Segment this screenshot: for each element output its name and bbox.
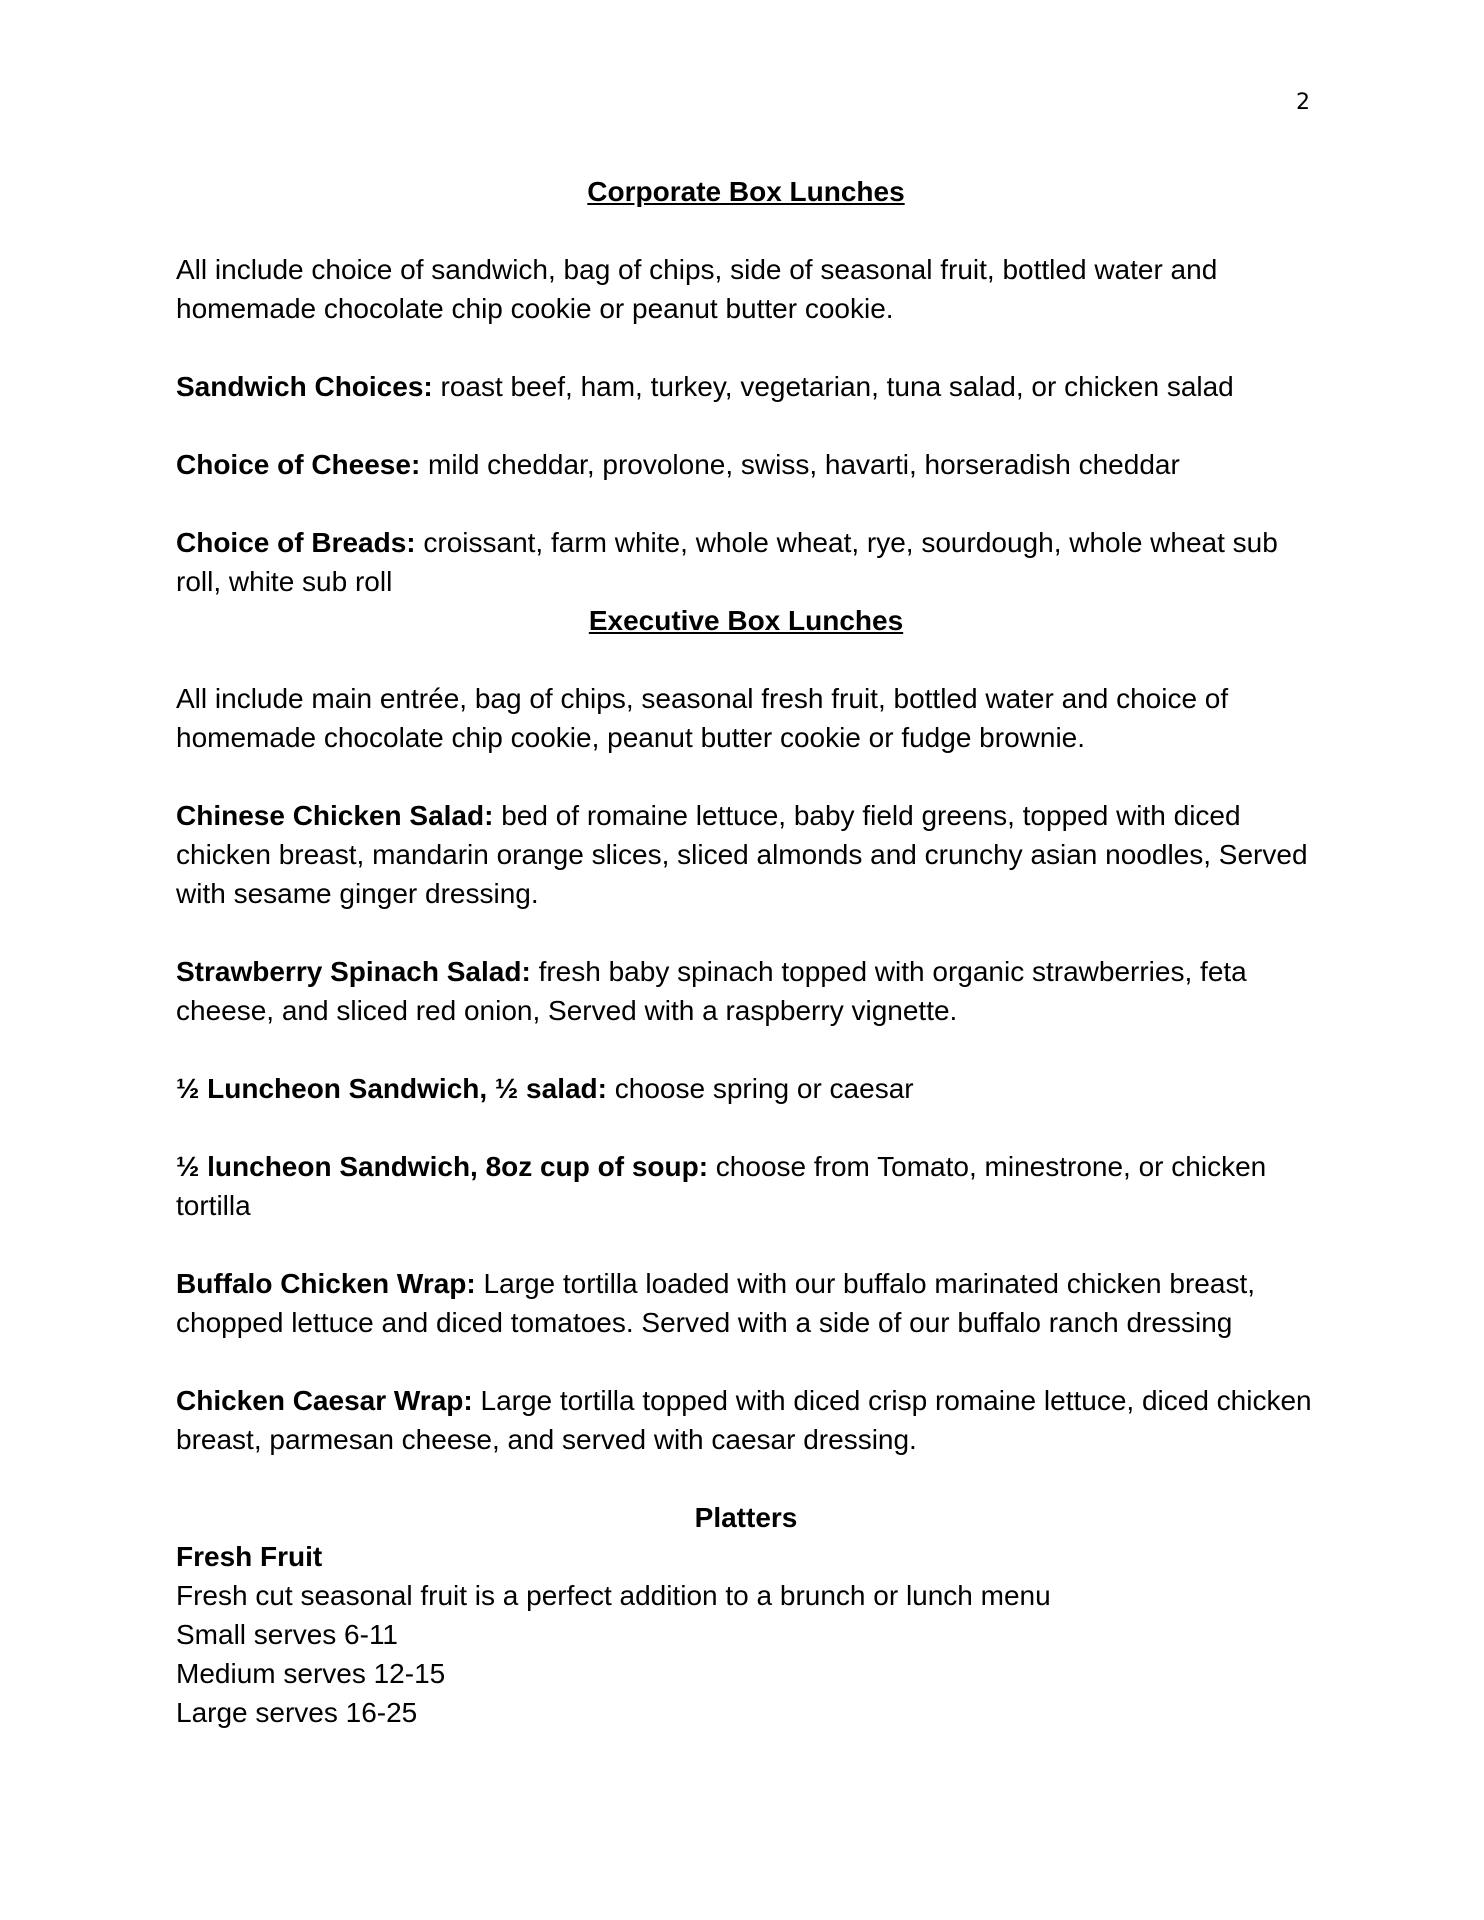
bread-choices-label: Choice of Breads: [176,527,416,558]
buffalo-chicken-wrap-text: Large tortilla loaded with our buffalo marinated chicken breast, chopped lettuce and diced tomatoes. Served with a side of our buffalo ranch dressing [176,1268,1256,1338]
platter-size-small: Small serves 6-11 [176,1619,399,1650]
chinese-chicken-salad-text: bed of romaine lettuce, baby field greens, topped with diced chicken breast, mandarin orange slices, sliced almonds and crunchy asian noodles, Served with sesame ginger dressing. [176,800,1308,909]
half-sandwich-soup [176,1147,1316,1225]
cheese-choices-text: mild cheddar, provolone, swiss, havarti, horseradish cheddar [420,449,1180,480]
half-sandwich-soup-text: choose from Tomato, minestrone, or chicken tortilla [176,1151,1267,1221]
chicken-caesar-wrap-text: Large tortilla topped with diced crisp romaine lettuce, diced chicken breast, parmesan cheese, and served with caesar dressing. [176,1385,1312,1455]
half-sandwich-salad-text: choose spring or caesar [606,1073,914,1104]
platters-heading: Platters [694,1502,798,1533]
buffalo-chicken-wrap-label: Buffalo Chicken Wrap: [176,1268,476,1299]
bread-choices [176,523,1316,601]
cheese-choices [176,445,1316,484]
page-number: 2 [1296,90,1310,115]
chinese-chicken-salad [176,796,1316,913]
executive-heading: Executive Box Lunches [588,605,904,636]
platter-size-large: Large serves 16-25 [176,1697,418,1728]
menu-content [176,172,1316,1732]
chicken-caesar-wrap-label: Chicken Caesar Wrap: [176,1385,473,1416]
platter-size-medium: Medium serves 12-15 [176,1658,446,1689]
strawberry-spinach-salad-label: Strawberry Spinach Salad: [176,956,531,987]
half-sandwich-salad [176,1069,1316,1108]
strawberry-spinach-salad-text: fresh baby spinach topped with organic strawberries, feta cheese, and sliced red onion, Served with a raspberry vignette. [176,956,1247,1026]
corporate-intro: All include choice of sandwich, bag of chips, side of seasonal fruit, bottled water and homemade chocolate chip cookie or peanut butter cookie. [176,254,1218,324]
cheese-choices-label: Choice of Cheese: [176,449,421,480]
half-sandwich-soup-label: ½ luncheon Sandwich, 8oz cup of soup: [176,1151,709,1182]
sandwich-choices-text: roast beef, ham, turkey, vegetarian, tuna salad, or chicken salad [432,371,1234,402]
executive-intro: All include main entrée, bag of chips, seasonal fresh fruit, bottled water and choice of homemade chocolate chip cookie, peanut butter cookie or fudge brownie. [176,683,1229,753]
bread-choices-text: croissant, farm white, whole wheat, rye, sourdough, whole wheat sub roll, white sub roll [176,527,1278,597]
fresh-fruit-description: Fresh cut seasonal fruit is a perfect addition to a brunch or lunch menu [176,1580,1051,1611]
corporate-heading: Corporate Box Lunches [587,176,905,207]
sandwich-choices-label: Sandwich Choices: [176,371,433,402]
buffalo-chicken-wrap [176,1264,1316,1342]
half-sandwich-salad-label: ½ Luncheon Sandwich, ½ salad: [176,1073,607,1104]
sandwich-choices [176,367,1316,406]
fresh-fruit-heading: Fresh Fruit [176,1541,323,1572]
strawberry-spinach-salad [176,952,1316,1030]
chinese-chicken-salad-label: Chinese Chicken Salad: [176,800,494,831]
chicken-caesar-wrap [176,1381,1316,1459]
